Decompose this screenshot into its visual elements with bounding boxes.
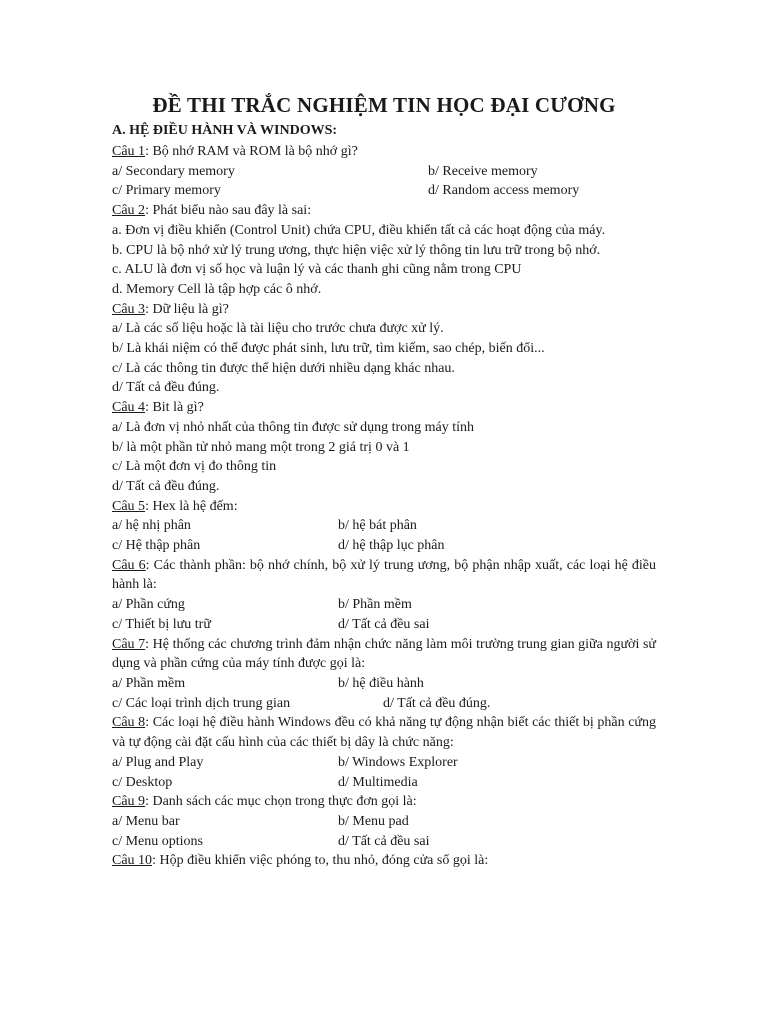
question-text: : Hộp điều khiển việc phóng to, thu nhỏ, đóng cửa sổ gọi là:	[152, 853, 489, 869]
question-text: : Bộ nhớ RAM và ROM là bộ nhớ gì?	[145, 144, 358, 159]
option-c: c/ Menu options	[112, 833, 203, 849]
option-b: b/ Windows Explorer	[338, 754, 458, 770]
option-c: c. ALU là đơn vị số học và luận lý và các thanh ghi cũng nằm trong CPU	[112, 262, 522, 278]
question-4	[112, 398, 656, 418]
question-label: Câu 6	[112, 557, 146, 573]
option-c: c/ Là một đơn vị đo thông tin	[112, 459, 277, 475]
option-b: b. CPU là bộ nhớ xử lý trung ương, thực hiện việc xử lý thông tin lưu trữ trong bộ nhớ.	[112, 242, 601, 258]
question-5	[112, 497, 656, 517]
option-c: c/ Là các thông tin được thể hiện dưới nhiều dạng khác nhau.	[112, 360, 455, 376]
option-c: c/ Thiết bị lưu trữ	[112, 616, 211, 632]
option-b: b/ là một phần tử nhỏ mang một trong 2 giá trị 0 và 1	[112, 439, 410, 455]
option-b: b/ hệ điều hành	[338, 675, 424, 691]
option-a: a/ Menu bar	[112, 813, 180, 829]
option-d: d/ Tất cả đều sai	[338, 616, 430, 632]
option-a: a/ Secondary memory	[112, 163, 235, 179]
question-7-options-row1	[112, 674, 656, 694]
question-label: Câu 10	[112, 853, 153, 869]
question-text: : Các thành phần: bộ nhớ chính, bộ xử lý trung ương, bộ phận nhập xuất, các loại hệ điều hành là:	[112, 557, 656, 593]
option-d: d/ hệ thập lục phân	[338, 538, 445, 554]
option-b: b/ Phần mềm	[338, 597, 412, 613]
question-label: Câu 7	[112, 636, 146, 652]
question-8-options	[112, 753, 656, 792]
question-text: : Hex là hệ đếm:	[145, 498, 238, 514]
option-a: a/ Là đơn vị nhỏ nhất của thông tin được sử dụng trong máy tính	[112, 419, 475, 435]
question-6	[112, 556, 656, 595]
option-a: a/ Phần mềm	[112, 675, 186, 691]
question-label: Câu 2	[112, 203, 146, 219]
question-text: : Bit là gì?	[145, 400, 204, 416]
option-a: a. Đơn vị điều khiển (Control Unit) chứa CPU, điều khiển tất cả các hoạt động của máy.	[112, 222, 606, 238]
option-c: c/ Primary memory	[112, 183, 221, 199]
document-title: ĐỀ THI TRẮC NGHIỆM TIN HỌC ĐẠI CƯƠNG	[152, 93, 616, 117]
option-d: d/ Tất cả đều đúng.	[383, 695, 491, 711]
option-d: d/ Tất cả đều sai	[338, 833, 430, 849]
question-9	[112, 792, 656, 812]
question-3	[112, 300, 656, 320]
question-6-options	[112, 595, 656, 634]
section-heading: A. HỆ ĐIỀU HÀNH VÀ WINDOWS:	[112, 123, 338, 138]
option-a: a/ Là các số liệu hoặc là tài liệu cho trước chưa được xử lý.	[112, 321, 444, 337]
option-b: b/ Menu pad	[338, 813, 409, 829]
question-10	[112, 851, 656, 871]
question-text: : Các loại hệ điều hành Windows đều có khả năng tự động nhận biết các thiết bị phần cứng và tự động cài đặt cấu hình của các thiết bị dây là chức năng:	[112, 715, 657, 751]
question-2	[112, 201, 656, 221]
question-8	[112, 713, 656, 752]
question-9-options	[112, 812, 656, 851]
question-text: : Danh sách các mục chọn trong thực đơn gọi là:	[145, 794, 417, 810]
option-d: d/ Tất cả đều đúng.	[112, 478, 220, 494]
question-text: : Hệ thống các chương trình đảm nhận chức năng làm môi trường trung gian giữa người sử dụng và phần cứng của máy tính được gọi là:	[112, 636, 656, 672]
option-d: d/ Random access memory	[428, 183, 580, 199]
question-label: Câu 5	[112, 498, 146, 514]
option-b: b/ Là khái niệm có thể được phát sinh, lưu trữ, tìm kiếm, sao chép, biến đổi...	[112, 341, 545, 357]
question-text: : Phát biểu nào sau đây là sai:	[145, 203, 312, 219]
option-c: c/ Hệ thập phân	[112, 538, 201, 554]
question-1	[112, 142, 656, 162]
option-d: d/ Tất cả đều đúng.	[112, 380, 220, 396]
question-text: : Dữ liệu là gì?	[145, 301, 229, 317]
question-5-options	[112, 516, 656, 555]
option-a: a/ Plug and Play	[112, 754, 204, 770]
option-d: d/ Multimedia	[338, 774, 418, 790]
question-label: Câu 8	[112, 715, 146, 731]
document-page	[112, 92, 656, 871]
question-label: Câu 1	[112, 144, 146, 159]
question-label: Câu 4	[112, 400, 146, 416]
option-d: d. Memory Cell là tập hợp các ô nhớ.	[112, 281, 322, 297]
option-a: a/ hệ nhị phân	[112, 518, 191, 534]
option-b: b/ hệ bát phân	[338, 518, 417, 534]
option-b: b/ Receive memory	[428, 163, 538, 179]
question-1-options	[112, 162, 656, 201]
option-c: c/ Các loại trình dịch trung gian	[112, 695, 291, 711]
option-c: c/ Desktop	[112, 774, 173, 790]
question-7	[112, 635, 656, 674]
question-label: Câu 3	[112, 301, 146, 317]
option-a: a/ Phần cứng	[112, 597, 185, 613]
question-label: Câu 9	[112, 794, 146, 810]
question-7-options-row2	[112, 694, 656, 714]
